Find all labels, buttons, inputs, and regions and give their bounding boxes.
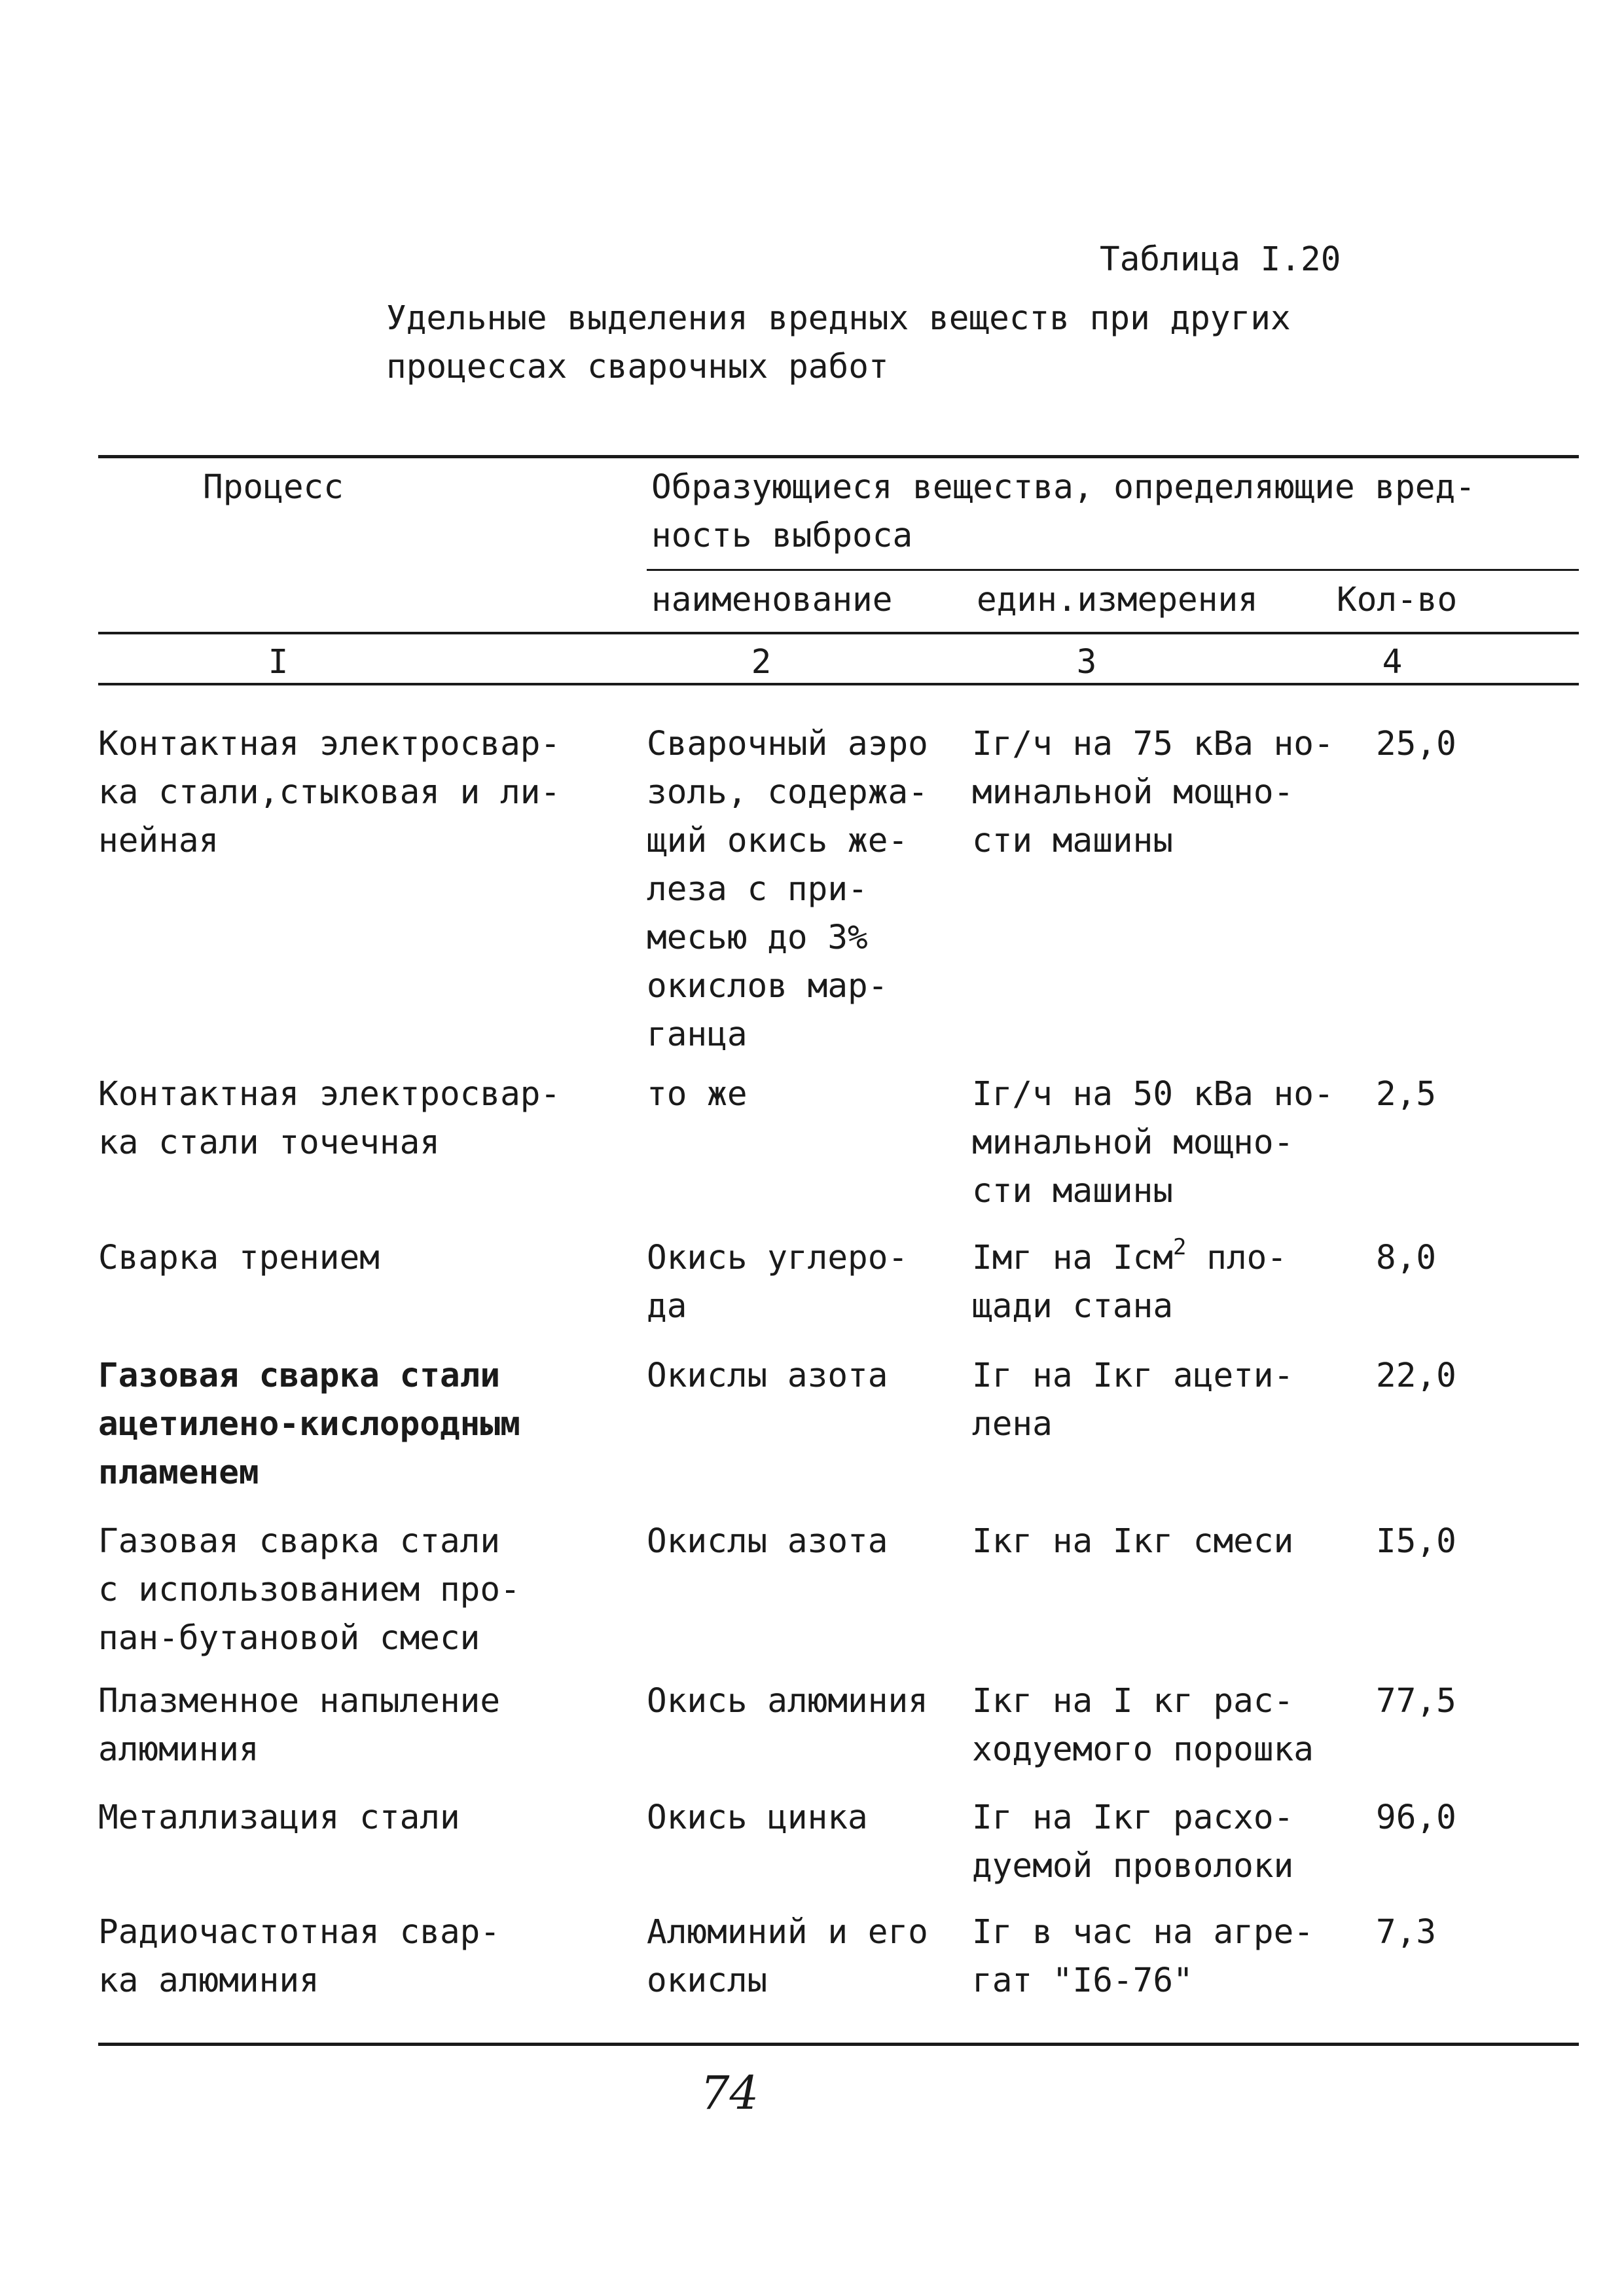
table-row-unit: Iг на Iкг расхо- дуемой проволоки (972, 1798, 1294, 1886)
unit-text: щади стана (972, 1287, 1174, 1326)
header-group: Образующиеся вещества, определяющие вред- ность выброса (651, 468, 1475, 555)
header-unit: един.измерения (977, 581, 1258, 619)
header-rule (98, 632, 1579, 634)
table-row-name: то же (647, 1075, 748, 1114)
unit-text: Iмг на Iсм (972, 1239, 1174, 1277)
table-row-process: Контактная электросвар- ка стали,стыковая и ли- нейная (98, 725, 561, 860)
header-qty: Кол-во (1337, 581, 1458, 619)
table-row-name: Алюминий и его окислы (647, 1913, 928, 2000)
bottom-rule (98, 2043, 1579, 2046)
table-row-unit (972, 1234, 1339, 1331)
table-row-qty: 25,0 (1376, 725, 1456, 763)
header-name: наименование (651, 581, 893, 619)
table-row-name: Окислы азота (647, 1357, 888, 1395)
table-row-process: Газовая сварка стали с использованием про- пан-бутановой смеси (98, 1522, 520, 1658)
table-row-name: Окись алюминия (647, 1682, 928, 1721)
unit-superscript: 2 (1173, 1234, 1187, 1260)
column-number: 2 (751, 643, 772, 682)
table-row-process: Сварка трением (98, 1239, 380, 1277)
table-row-qty: 8,0 (1376, 1239, 1437, 1277)
table-label: Таблица I.20 (1100, 240, 1341, 279)
table-title: Удельные выделения вредных веществ при других процессах сварочных работ (386, 299, 1291, 386)
table-row-unit: Iг в час на агре- гат "I6-76" (972, 1913, 1314, 2000)
table-row-process: Газовая сварка стали ацетилено-кислородным пламенем (98, 1357, 520, 1492)
table-row-unit: Iкг на I кг рас- ходуемого порошка (972, 1682, 1314, 1769)
top-rule (98, 455, 1579, 458)
header-process: Процесс (203, 468, 344, 507)
table-row-unit: Iкг на Iкг смеси (972, 1522, 1294, 1561)
table-row-unit: Iг на Iкг ацети- лена (972, 1357, 1294, 1444)
table-row-name: Окислы азота (647, 1522, 888, 1561)
table-row-qty: I5,0 (1376, 1522, 1456, 1561)
table-row-qty: 96,0 (1376, 1798, 1456, 1837)
table-row-process: Металлизация стали (98, 1798, 460, 1837)
unit-text: пло- (1186, 1239, 1288, 1277)
column-number: I (268, 643, 289, 682)
table-row-qty: 77,5 (1376, 1682, 1456, 1721)
table-row-name: Сварочный аэро золь, содержа- щий окись же- леза с при- месью до 3% окислов мар- ганца (647, 725, 928, 1054)
page-number: 74 (700, 2066, 759, 2120)
table-row-unit: Iг/ч на 50 кВа но- минальной мощно- сти машины (972, 1075, 1334, 1211)
column-number: 3 (1076, 643, 1097, 682)
table-row-name: Окись углеро- да (647, 1239, 909, 1326)
table-row-process: Плазменное напыление алюминия (98, 1682, 501, 1769)
table-row-process: Контактная электросвар- ка стали точечная (98, 1075, 561, 1162)
header-group-rule (647, 569, 1579, 571)
table-row-qty: 2,5 (1376, 1075, 1437, 1114)
column-number: 4 (1382, 643, 1403, 682)
table-row-qty: 7,3 (1376, 1913, 1437, 1952)
table-row-name: Окись цинка (647, 1798, 868, 1837)
table-row-unit: Iг/ч на 75 кВа но- минальной мощно- сти машины (972, 725, 1334, 860)
column-number-rule (98, 683, 1579, 685)
table-row-process: Радиочастотная свар- ка алюминия (98, 1913, 501, 2000)
table-row-qty: 22,0 (1376, 1357, 1456, 1395)
